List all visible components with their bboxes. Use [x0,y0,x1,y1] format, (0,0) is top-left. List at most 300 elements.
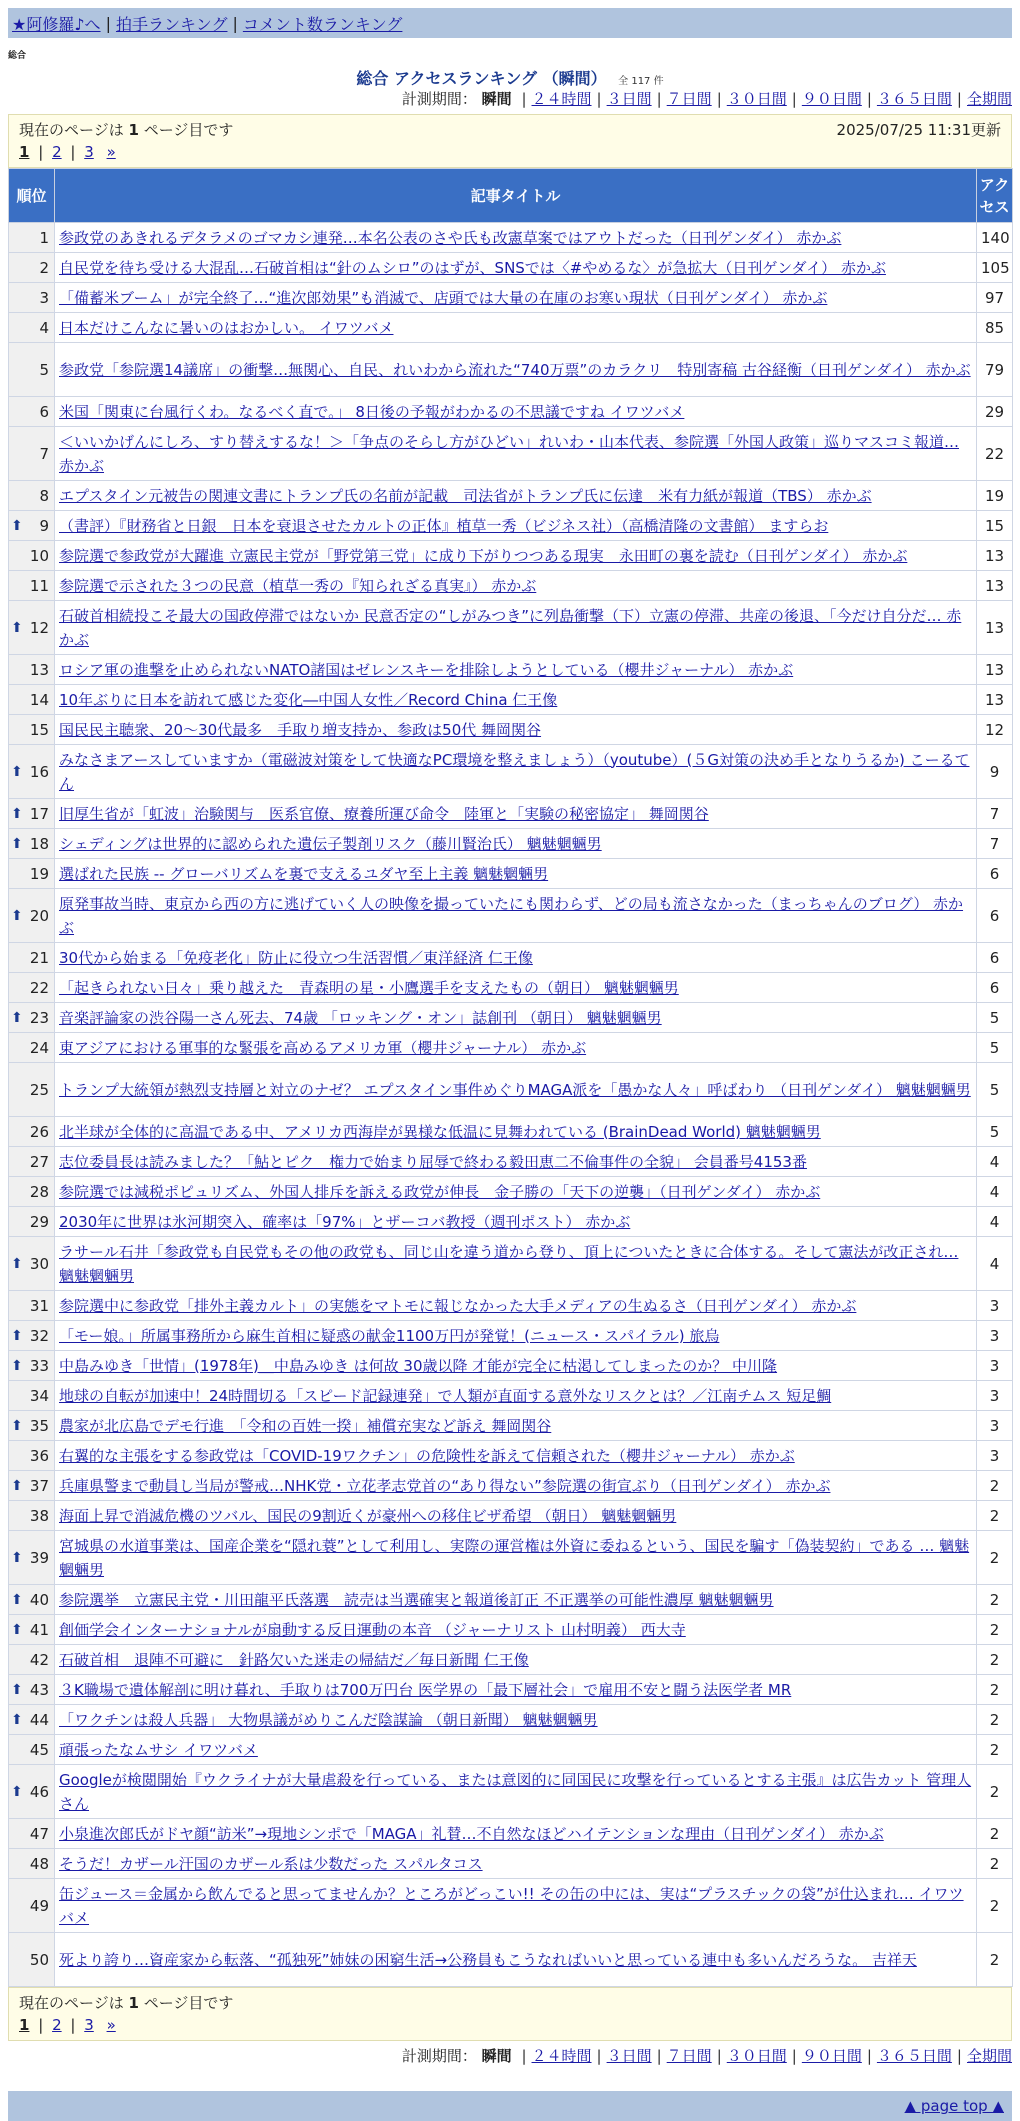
access-count: 105 [977,253,1013,283]
rank-cell [9,601,55,655]
table-row [9,1441,1013,1471]
article-title-link[interactable]: 「起きられない日々」乗り越えた 青森明の星・小鷹選手を支えたもの（朝日） 魑魅魍魎男 [59,978,679,997]
table-row [9,715,1013,745]
rank-cell [9,1033,55,1063]
article-title-link[interactable]: そうだ！カザール汗国のカザール系は少数だった スパルタコス [59,1854,483,1873]
rank-number: 46 [29,1782,49,1801]
article-title-link[interactable]: 海面上昇で消滅危機のツバル、国民の9割近くが豪州への移住ビザ希望 （朝日） 魑魅魍魎男 [59,1506,677,1525]
table-row [9,745,1013,799]
page-title: 総合 アクセスランキング （瞬間） [356,69,607,88]
pager-next[interactable]: » [106,2016,116,2034]
pager-current: 1 [19,143,30,161]
access-count: 2 [977,1645,1013,1675]
page-status-text: 現在のページは 1 ページ目です [19,1994,234,2012]
rank-number: 22 [29,978,49,997]
rank-cell [9,343,55,397]
pager-page-2[interactable]: 2 [52,143,62,161]
rank-number: 24 [29,1038,49,1057]
article-title-link[interactable]: 参院選中に参政党「排外主義カルト」の実態をマトモに報じなかった大手メディアの生ぬるさ（日刊ゲンダイ） 赤かぶ [59,1296,857,1315]
rank-up-arrow-icon: ⬆ [11,1549,23,1566]
title-cell [55,283,977,313]
access-count: 3 [977,1321,1013,1351]
table-row [9,1531,1013,1585]
article-title-link[interactable]: 地球の自転が加速中！24時間切る「スピード記録連発」で人類が直面する意外なリスクとは？／江南チムス 短足鯛 [59,1386,832,1405]
title-cell [55,1705,977,1735]
title-cell [55,1933,977,1987]
rank-number: 45 [29,1740,49,1759]
access-count: 9 [977,745,1013,799]
article-title-link[interactable]: 国民民主聴衆、20～30代最多 手取り増支持か、参政は50代 舞岡関谷 [59,720,542,739]
article-title-link[interactable]: 日本だけこんなに暑いのはおかしい。 イワツバメ [59,318,394,337]
period-label: 計測期間： [401,2047,477,2065]
column-header-title: 記事タイトル [55,169,977,223]
rank-number: 13 [29,660,49,679]
rank-number: 9 [39,516,49,535]
table-row [9,1147,1013,1177]
title-cell [55,1879,977,1933]
rank-number: 7 [39,444,49,463]
title-cell [55,481,977,511]
period-option[interactable]: 全期間 [966,2047,1012,2065]
total-count: 全 117 件 [618,76,664,87]
pager-page-2[interactable]: 2 [52,2016,62,2034]
article-title-link[interactable]: 小泉進次郎氏がドヤ顔“訪米”→現地シンポで「MAGA」礼賛…不自然なほどハイテンションな理由（日刊ゲンダイ） 赤かぶ [59,1824,884,1843]
period-option[interactable]: ９０日間 [801,90,862,108]
title-cell [55,223,977,253]
article-title-link[interactable]: ３K職場で遺体解剖に明け暮れ、手取りは700万円台 医学界の「最下層社会」で雇用不安と闘う法医学者 MR [59,1680,792,1699]
article-title-link[interactable]: 缶ジュース＝金属から飲んでると思ってませんか？ところがどっこい!! その缶の中には、実は“プラスチックの袋”が仕込まれ… イワツバメ [59,1884,964,1927]
access-count: 2 [977,1735,1013,1765]
nav-link-asyura-home[interactable]: ★阿修羅♪へ [12,14,101,34]
period-option[interactable]: 全期間 [966,90,1012,108]
rank-cell [9,427,55,481]
title-cell [55,1237,977,1291]
access-count: 2 [977,1501,1013,1531]
table-row [9,1033,1013,1063]
page-status-text: 現在のページは 1 ページ目です [19,121,234,139]
article-title-link[interactable]: 創価学会インターナショナルが扇動する反日運動の本音 （ジャーナリスト 山村明義） 西大寺 [59,1620,686,1639]
title-cell [55,1765,977,1819]
period-separator: | [956,90,962,108]
rank-number: 25 [29,1080,49,1099]
rank-cell [9,829,55,859]
pager-page-3[interactable]: 3 [84,2016,94,2034]
table-row [9,1705,1013,1735]
rank-cell [9,1675,55,1705]
title-cell [55,1615,977,1645]
access-count: 2 [977,1933,1013,1987]
table-row [9,1645,1013,1675]
page-top-link[interactable]: ▲ page top ▲ [904,2097,1004,2115]
rank-cell [9,745,55,799]
access-count: 13 [977,685,1013,715]
title-cell [55,571,977,601]
article-title-link[interactable]: みなさまアースしていますか（電磁波対策をして快適なPC環境を整えましょう）（youtube）(５G対策の決め手となりうるか) こーるてん [59,750,970,793]
title-cell [55,343,977,397]
pager-page-3[interactable]: 3 [84,143,94,161]
period-option[interactable]: ３６５日間 [876,90,952,108]
rank-number: 38 [29,1506,49,1525]
rank-cell [9,1933,55,1987]
title-cell [55,655,977,685]
rank-number: 33 [29,1356,49,1375]
access-count: 140 [977,223,1013,253]
rank-cell [9,1003,55,1033]
rank-number: 1 [39,228,49,247]
rank-number: 4 [39,318,49,337]
table-row [9,1735,1013,1765]
title-cell [55,859,977,889]
rank-number: 32 [29,1326,49,1345]
rank-cell [9,1879,55,1933]
rank-number: 23 [29,1008,49,1027]
access-count: 2 [977,1705,1013,1735]
rank-cell [9,1615,55,1645]
period-separator: | [866,2047,872,2065]
table-row [9,829,1013,859]
title-cell [55,1291,977,1321]
table-row [9,541,1013,571]
table-row [9,1063,1013,1117]
rank-number: 39 [29,1548,49,1567]
rank-up-arrow-icon: ⬆ [11,907,23,924]
access-count: 4 [977,1147,1013,1177]
rank-number: 47 [29,1824,49,1843]
access-count: 12 [977,715,1013,745]
rank-number: 50 [29,1950,49,1969]
page-heading [0,66,1020,88]
access-count: 3 [977,1381,1013,1411]
rank-cell [9,1819,55,1849]
title-cell [55,1321,977,1351]
table-row [9,397,1013,427]
nav-separator: | [105,13,111,33]
article-title-link[interactable]: 原発事故当時、東京から西の方に逃げていく人の映像を撮っていたにも関わらず、どの局も流さなかった（まっちゃんのブログ） 赤かぶ [59,894,964,937]
table-row [9,571,1013,601]
article-title-link[interactable]: エプスタイン元被告の関連文書にトランプ氏の名前が記載 司法省がトランプ氏に伝達 米有力紙が報道（TBS） 赤かぶ [59,486,872,505]
access-count: 6 [977,973,1013,1003]
article-title-link[interactable]: 死より誇り…資産家から転落、“孤独死”姉妹の困窮生活→公務員もこうなればいいと思っている連中も多いんだろうな。 吉祥天 [59,1950,917,1969]
access-count: 2 [977,1675,1013,1705]
nav-link-applause-ranking[interactable]: 拍手ランキング [115,14,228,34]
rank-up-arrow-icon: ⬆ [11,1711,23,1728]
period-separator: | [521,2047,527,2065]
rank-cell [9,1147,55,1177]
article-title-link[interactable]: 中島みゆき「世情」(1978年)＿中島みゆき は何故 30歳以降 才能が完全に枯渇してしまったのか？ 中川隆 [59,1356,778,1375]
period-option[interactable]: ３０日間 [726,90,787,108]
title-cell [55,1147,977,1177]
article-title-link[interactable]: 頑張ったなムサシ イワツバメ [59,1740,258,1759]
pager-top: 1 | 2 | 3 » [19,143,116,161]
table-row [9,1765,1013,1819]
column-header-rank: 順位 [9,169,55,223]
title-cell [55,1441,977,1471]
rank-cell [9,1207,55,1237]
rank-cell [9,481,55,511]
rank-up-arrow-icon: ⬆ [11,619,23,636]
article-title-link[interactable]: 「モー娘。」所属事務所から麻生首相に疑惑の献金1100万円が発覚！(ニュース・スパイラル) 旅烏 [59,1326,720,1345]
article-title-link[interactable]: ラサール石井「参政党も自民党もその他の政党も、同じ山を違う道から登り、頂上についたときに合体する。そして憲法が改正され… 魑魅魍魎男 [59,1242,959,1285]
rank-number: 40 [29,1590,49,1609]
access-count: 3 [977,1351,1013,1381]
table-row [9,313,1013,343]
period-option[interactable]: ３０日間 [726,2047,787,2065]
rank-number: 48 [29,1854,49,1873]
article-title-link[interactable]: 参院選挙 立憲民主党・川田龍平氏落選 読売は当選確実と報道後訂正 不正選挙の可能性濃厚 魑魅魍魎男 [59,1590,774,1609]
rank-number: 41 [29,1620,49,1639]
title-cell [55,1117,977,1147]
access-count: 2 [977,1615,1013,1645]
access-count: 29 [977,397,1013,427]
article-title-link[interactable]: 参政党のあきれるデタラメのゴマカシ連発…本名公表のさや氏も改憲草案ではアウトだった（日刊ゲンダイ） 赤かぶ [59,228,842,247]
table-row [9,1675,1013,1705]
table-row [9,253,1013,283]
rank-up-arrow-icon: ⬆ [11,1591,23,1608]
title-cell [55,1585,977,1615]
article-title-link[interactable]: 志位委員長は読みました？「鮎とピク 権力で始まり屈辱で終わる毅田恵二不倫事件の全貌」 会員番号4153番 [59,1152,807,1171]
period-separator: | [791,2047,797,2065]
table-row [9,283,1013,313]
article-title-link[interactable]: 石破首相 退陣不可避に 針路欠いた迷走の帰結だ／毎日新聞 仁王像 [59,1650,529,1669]
rank-cell [9,571,55,601]
period-selector-bottom [0,2045,1012,2067]
table-row [9,511,1013,541]
pager-next[interactable]: » [106,143,116,161]
article-title-link[interactable]: 石破首相続投こそ最大の国政停滞ではないか 民意否定の“しがみつき”に列島衝撃（下）立憲の停滞、共産の後退、「今だけ自分だ… 赤かぶ [59,606,962,649]
title-cell [55,1849,977,1879]
rank-cell [9,715,55,745]
title-cell [55,1351,977,1381]
rank-cell [9,1585,55,1615]
period-current: 瞬間 [481,90,512,108]
nav-link-comment-ranking[interactable]: コメント数ランキング [242,14,403,34]
access-count: 2 [977,1879,1013,1933]
article-title-link[interactable]: 自民党を待ち受ける大混乱…石破首相は“針のムシロ”のはずが、SNSでは〈#やめるな〉が急拡大（日刊ゲンダイ） 赤かぶ [59,258,886,277]
table-row [9,1615,1013,1645]
article-title-link[interactable]: ロシア軍の進撃を止められないNATO諸国はゼレンスキーを排除しようとしている（櫻井ジャーナル） 赤かぶ [59,660,794,679]
table-row [9,481,1013,511]
period-option[interactable]: ７日間 [666,2047,712,2065]
table-row [9,859,1013,889]
title-cell [55,1501,977,1531]
rank-cell [9,397,55,427]
article-title-link[interactable]: 米国「関東に台風行くわ。なるべく直で。」 8日後の予報がわかるの不思議ですね イワツバメ [59,402,685,421]
access-count: 5 [977,1063,1013,1117]
period-option[interactable]: ３日間 [606,90,652,108]
title-cell [55,1675,977,1705]
ranking-table [8,168,1013,1987]
period-option[interactable]: ９０日間 [801,2047,862,2065]
article-title-link[interactable]: 農家が北広島でデモ行進 「令和の百姓一揆」補償充実など訴え 舞岡関谷 [59,1416,552,1435]
period-option[interactable]: ３日間 [606,2047,652,2065]
access-count: 97 [977,283,1013,313]
article-title-link[interactable]: 「備蓄米ブーム」が完全終了…“進次郎効果”も消滅で、店頭では大量の在庫のお寒い現状（日刊ゲンダイ） 赤かぶ [59,288,828,307]
article-title-link[interactable]: 10年ぶりに日本を訪れて感じた変化―中国人女性／Record China 仁王像 [59,690,558,709]
article-title-link[interactable]: 東アジアにおける軍事的な緊張を高めるアメリカ軍（櫻井ジャーナル） 赤かぶ [59,1038,587,1057]
access-count: 19 [977,481,1013,511]
rank-cell [9,1411,55,1441]
rank-number: 6 [39,402,49,421]
updated-timestamp: 2025/07/25 11:31更新 [836,121,1001,139]
rank-number: 15 [29,720,49,739]
rank-cell [9,1237,55,1291]
table-row [9,1237,1013,1291]
article-title-link[interactable]: トランプ大統領が熱烈支持層と対立のナゼ？ エプスタイン事件めぐりMAGA派を「愚かな人々」呼ばわり （日刊ゲンダイ） 魑魅魍魎男 [59,1080,971,1099]
rank-cell [9,1531,55,1585]
article-title-link[interactable]: 「ワクチンは殺人兵器」 大物県議がめりこんだ陰謀論 （朝日新聞） 魑魅魍魎男 [59,1710,598,1729]
rank-cell [9,1351,55,1381]
table-row [9,1933,1013,1987]
rank-cell [9,1849,55,1879]
rank-cell [9,1645,55,1675]
title-cell [55,715,977,745]
pager-current: 1 [19,2016,30,2034]
access-count: 3 [977,1411,1013,1441]
title-cell [55,397,977,427]
rank-cell [9,655,55,685]
category-label: 総合 [8,51,27,61]
rank-number: 18 [29,834,49,853]
rank-cell [9,1471,55,1501]
rank-up-arrow-icon: ⬆ [11,1783,23,1800]
period-option[interactable]: ２４時間 [531,2047,592,2065]
article-title-link[interactable]: 参院選では減税ポピュリズム、外国人排斥を訴える政党が伸長 金子勝の「天下の逆襲」（日刊ゲンダイ） 赤かぶ [59,1182,821,1201]
access-count: 5 [977,1003,1013,1033]
rank-number: 26 [29,1122,49,1141]
table-row [9,799,1013,829]
rank-cell [9,859,55,889]
title-cell [55,511,977,541]
rank-up-arrow-icon: ⬆ [11,763,23,780]
rank-up-arrow-icon: ⬆ [11,805,23,822]
rank-number: 19 [29,864,49,883]
article-title-link[interactable]: 北半球が全体的に高温である中、アメリカ西海岸が異様な低温に見舞われている (BrainDead World) 魑魅魍魎男 [59,1122,821,1141]
rank-number: 36 [29,1446,49,1465]
article-title-link[interactable]: 参政党「参院選14議席」の衝撃…無関心、自民、れいわから流れた“740万票”のカラクリ 特別寄稿 古谷経衡（日刊ゲンダイ） 赤かぶ [59,360,971,379]
rank-cell [9,223,55,253]
table-row [9,943,1013,973]
rank-number: 17 [29,804,49,823]
article-title-link[interactable]: 30代から始まる「免疫老化」防止に役立つ生活習慣／東洋経済 仁王像 [59,948,533,967]
table-row [9,655,1013,685]
article-title-link[interactable]: 参院選で参政党が大躍進 立憲民主党が「野党第三党」に成り下がりつつある現実 永田町の裏を読む（日刊ゲンダイ） 赤かぶ [59,546,908,565]
table-row [9,1471,1013,1501]
rank-cell [9,1735,55,1765]
rank-number: 28 [29,1182,49,1201]
rank-number: 37 [29,1476,49,1495]
nav-separator: | [232,13,238,33]
rank-cell [9,1291,55,1321]
access-count: 85 [977,313,1013,343]
access-count: 5 [977,1033,1013,1063]
rank-cell [9,1063,55,1117]
article-title-link[interactable]: 参院選で示された３つの民意（植草一秀の『知られざる真実』） 赤かぶ [59,576,537,595]
table-row [9,1003,1013,1033]
rank-cell [9,1765,55,1819]
rank-up-arrow-icon: ⬆ [11,1417,23,1434]
rank-number: 2 [39,258,49,277]
period-option[interactable]: ３６５日間 [876,2047,952,2065]
access-count: 13 [977,571,1013,601]
access-count: 22 [977,427,1013,481]
title-cell [55,541,977,571]
table-row [9,1321,1013,1351]
title-cell [55,829,977,859]
access-count: 13 [977,541,1013,571]
period-selector [0,88,1012,110]
table-row [9,1291,1013,1321]
rank-number: 12 [29,618,49,637]
period-separator: | [956,2047,962,2065]
rank-cell [9,973,55,1003]
article-title-link[interactable]: 音楽評論家の渋谷陽一さん死去、74歳 「ロッキング・オン」誌創刊 （朝日） 魑魅魍魎男 [59,1008,662,1027]
article-title-link[interactable]: 兵庫県警まで動員し当局が警戒…NHK党・立花孝志党首の“あり得ない”参院選の街宣ぶり（日刊ゲンダイ） 赤かぶ [59,1476,831,1495]
period-label: 計測期間： [401,90,477,108]
period-option[interactable]: ７日間 [666,90,712,108]
rank-number: 35 [29,1416,49,1435]
article-title-link[interactable]: 右翼的な主張をする参政党は「COVID-19ワクチン」の危険性を訴えて信頼された（櫻井ジャーナル） 赤かぶ [59,1446,795,1465]
access-count: 6 [977,943,1013,973]
period-separator: | [791,90,797,108]
access-count: 2 [977,1849,1013,1879]
pager-bottom: 1 | 2 | 3 » [19,2016,116,2034]
table-row [9,601,1013,655]
access-count: 2 [977,1471,1013,1501]
title-cell [55,427,977,481]
title-cell [55,1531,977,1585]
rank-number: 27 [29,1152,49,1171]
access-count: 13 [977,601,1013,655]
rank-number: 8 [39,486,49,505]
article-title-link[interactable]: ＜いいかげんにしろ、すり替えするな！＞「争点のそらし方がひどい」れいわ・山本代表、参院選「外国人政策」巡りマスコミ報道… 赤かぶ [59,432,960,475]
title-cell [55,1735,977,1765]
rank-number: 10 [29,546,49,565]
article-title-link[interactable]: （書評）『財務省と日銀 日本を衰退させたカルトの正体』植草一秀（ビジネス社）（高橋清隆の文書館） ますらお [59,516,829,535]
rank-cell [9,1177,55,1207]
rank-cell [9,283,55,313]
period-separator: | [596,90,602,108]
title-cell [55,1063,977,1117]
article-title-link[interactable]: 2030年に世界は氷河期突入、確率は「97%」とザーコバ教授（週刊ポスト） 赤かぶ [59,1212,631,1231]
access-count: 13 [977,655,1013,685]
article-title-link[interactable]: Googleが検閲開始『ウクライナが大量虐殺を行っている、または意図的に同国民に攻撃を行っているとする主張』は広告カット 管理人さん [59,1770,972,1813]
title-cell [55,1411,977,1441]
access-count: 15 [977,511,1013,541]
rank-cell [9,253,55,283]
rank-number: 5 [39,360,49,379]
table-row [9,1501,1013,1531]
article-title-link[interactable]: 宮城県の水道事業は、国産企業を“隠れ蓑”として利用し、実際の運営権は外資に委ねるという、国民を騙す「偽装契約」である … 魑魅魍魎男 [59,1536,970,1579]
rank-number: 14 [29,690,49,709]
period-separator: | [596,2047,602,2065]
article-title-link[interactable]: シェディングは世界的に認められた遺伝子製剤リスク（藤川賢治氏） 魑魅魍魎男 [59,834,602,853]
title-cell [55,943,977,973]
table-row [9,1411,1013,1441]
table-row [9,973,1013,1003]
table-row [9,1849,1013,1879]
title-cell [55,253,977,283]
table-row [9,1819,1013,1849]
rank-cell [9,511,55,541]
access-count: 2 [977,1819,1013,1849]
period-option[interactable]: ２４時間 [531,90,592,108]
table-row [9,685,1013,715]
page-status-panel-bottom [8,1987,1012,2041]
article-title-link[interactable]: 選ばれた民族 -- グローバリズムを裏で支えるユダヤ至上主義 魑魅魍魎男 [59,864,549,883]
article-title-link[interactable]: 旧厚生省が「虹波」治験関与 医系官僚、療養所運び命令 陸軍と「実験の秘密協定」 舞岡関谷 [59,804,709,823]
title-cell [55,1177,977,1207]
period-current: 瞬間 [481,2047,512,2065]
